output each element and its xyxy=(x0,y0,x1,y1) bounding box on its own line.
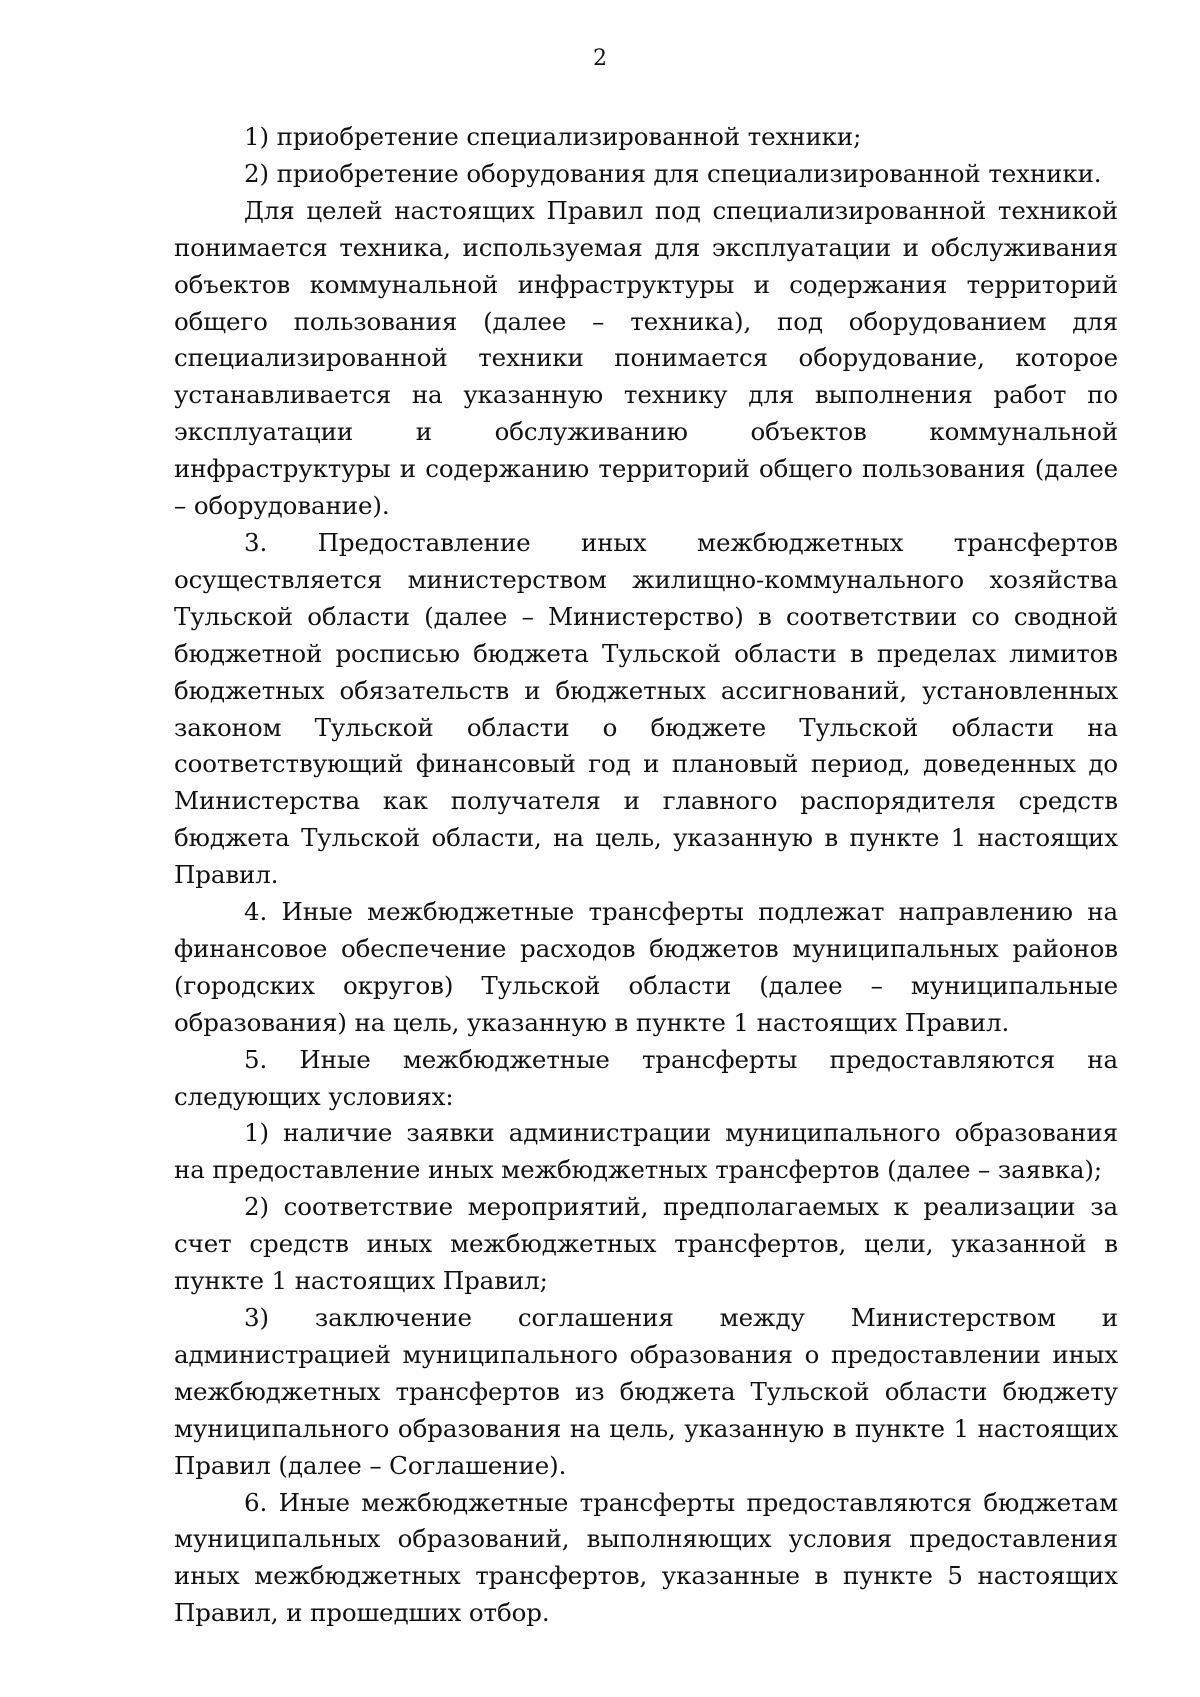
paragraph-definitions: Для целей настоящих Правил под специализированной техникой понимается техника, используемая для эксплуатации и обслуживания объектов коммунальной инфраструктуры и содержания территорий общего пользования (далее – техника), под оборудованием для специализированной техники понимается оборудование, которое устанавливается на указанную технику для выполнения работ по эксплуатации и обслуживанию объектов коммунальной инфраструктуры и содержанию территорий общего пользования (далее – оборудование). xyxy=(174,195,1118,521)
paragraph-item-2: 2) приобретение оборудования для специализированной техники. xyxy=(244,158,1102,188)
paragraph-item-1: 1) приобретение специализированной техники; xyxy=(244,122,862,151)
paragraph-clause-3: 3. Предоставление иных межбюджетных трансфертов осуществляется министерством жилищно-коммунального хозяйства Тульской области (далее – Министерство) в соответствии со сводной бюджетной росписью бюджета Тульской области в пределах лимитов бюджетных обязательств и бюджетных ассигнований, установленных законом Тульской области о бюджете Тульской области на соответствующий финансовый год и плановый период, доведенных до Министерства как получателя и главного распорядителя средств бюджета Тульской области, на цель, указанную в пункте 1 настоящих Правил. xyxy=(174,527,1118,890)
paragraph-condition-3: 3) заключение соглашения между Министерством и администрацией муниципального образования о предоставлении иных межбюджетных трансфертов из бюджета Тульской области бюджету муниципального образования на цель, указанную в пункте 1 настоящих Правил (далее – Соглашение). xyxy=(174,1303,1118,1480)
page-number: 2 xyxy=(593,46,607,71)
document-body xyxy=(174,119,1118,1632)
paragraph-clause-5: 5. Иные межбюджетные трансферты предоставляются на следующих условиях: xyxy=(174,1044,1118,1111)
paragraph-clause-4: 4. Иные межбюджетные трансферты подлежат направлению на финансовое обеспечение расходов бюджетов муниципальных районов (городских округов) Тульской области (далее – муниципальные образования) на цель, указанную в пункте 1 настоящих Правил. xyxy=(174,897,1118,1037)
paragraph-condition-1: 1) наличие заявки администрации муниципального образования на предоставление иных межбюджетных трансфертов (далее – заявка); xyxy=(174,1118,1118,1185)
paragraph-clause-6: 6. Иные межбюджетные трансферты предоставляются бюджетам муниципальных образований, выполняющих условия предоставления иных межбюджетных трансфертов, указанные в пункте 5 настоящих Правил, и прошедших отбор. xyxy=(174,1487,1118,1628)
paragraph-condition-2: 2) соответствие мероприятий, предполагаемых к реализации за счет средств иных межбюджетных трансфертов, цели, указанной в пункте 1 настоящих Правил; xyxy=(174,1192,1118,1296)
